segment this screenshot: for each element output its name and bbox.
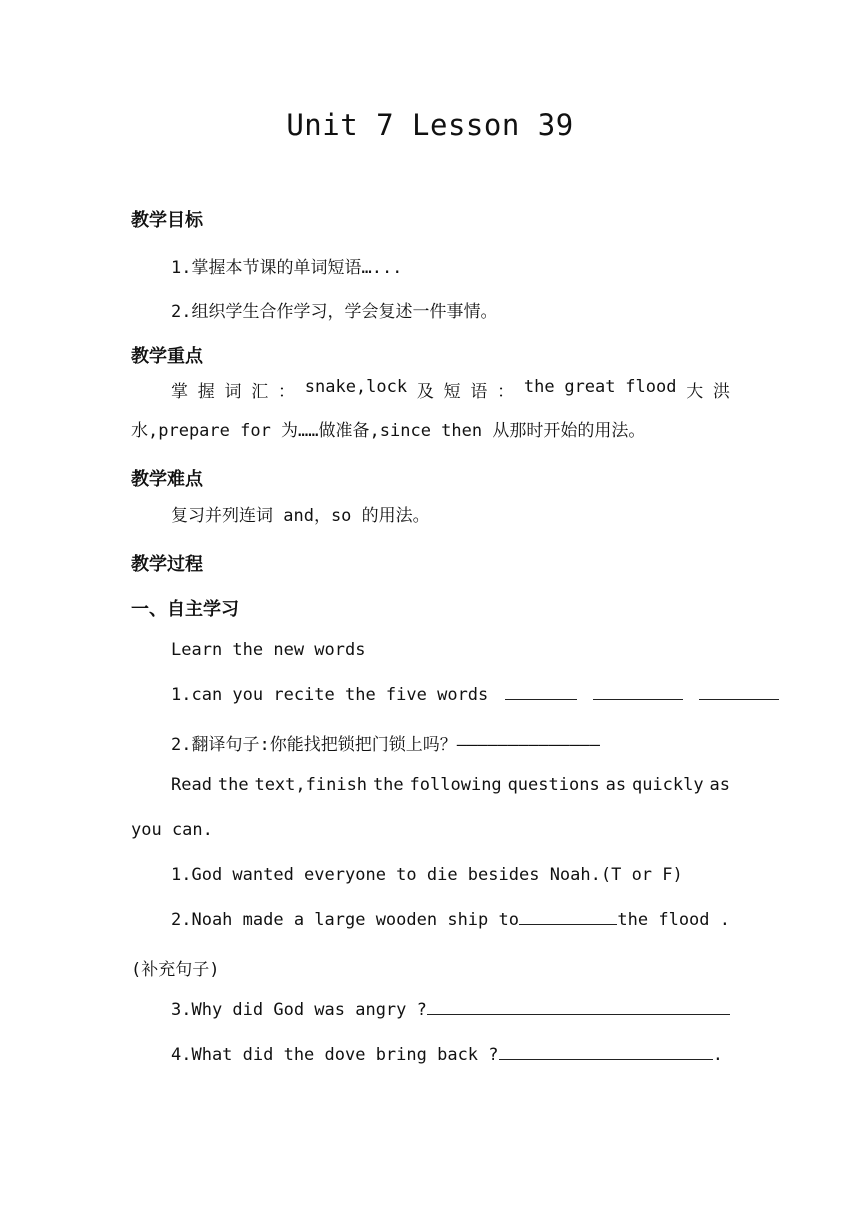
question-3-text: 3.Why did God was angry ? [171, 1000, 427, 1020]
question-4-end: . [712, 1045, 723, 1065]
read-token: as [709, 775, 730, 795]
question-2-line [171, 910, 730, 930]
key-points-token: ： [278, 382, 295, 402]
key-points-token: the [523, 377, 555, 397]
answer-blank[interactable] [427, 1000, 730, 1015]
task-1-text: 1.can you recite the five words [171, 685, 489, 705]
key-points-token: 汇 [251, 382, 269, 402]
question-4-text: 4.What did the dove bring back ? [171, 1045, 499, 1065]
read-instruction-line-1 [171, 775, 730, 795]
key-points-token: 短 [443, 382, 461, 402]
question-4-line [171, 1045, 723, 1065]
answer-blank[interactable] [593, 685, 683, 700]
key-points-token: 语 [470, 382, 488, 402]
objective-item-2: 2.组织学生合作学习，学会复述一件事情。 [171, 302, 498, 322]
question-2-start: 2.Noah made a large wooden ship to [171, 910, 519, 930]
question-1: 1.God wanted everyone to die besides Noah.(T or F) [171, 865, 683, 885]
learn-words-line: Learn the new words [171, 640, 366, 660]
key-points-line-2: 水,prepare for 为……做准备,since then 从那时开始的用法。 [131, 421, 646, 441]
question-3-line [171, 1000, 730, 1020]
key-points-token: flood [625, 377, 677, 397]
key-points-token: 掌 [171, 382, 188, 402]
section-self-study-heading: 一、自主学习 [131, 599, 239, 620]
task-2-line: 2.翻译句子:你能找把锁把门锁上吗？—————————————— [171, 735, 600, 755]
read-token: following [409, 775, 502, 795]
key-points-token: 洪 [712, 382, 730, 402]
key-points-token: 大 [686, 382, 704, 402]
process-heading: 教学过程 [131, 554, 203, 575]
answer-blank[interactable] [499, 1045, 713, 1060]
read-token: questions [507, 775, 600, 795]
difficulties-text: 复习并列连词 and，so 的用法。 [171, 506, 430, 526]
page-title: Unit 7 Lesson 39 [286, 108, 574, 142]
question-2-note: (补充句子) [131, 960, 220, 980]
difficulties-heading: 教学难点 [131, 469, 203, 490]
key-points-token: 及 [416, 382, 434, 402]
key-points-token: great [564, 377, 616, 397]
key-points-token: snake,lock [304, 377, 408, 397]
read-token: the [372, 775, 404, 795]
key-points-heading: 教学重点 [131, 346, 203, 367]
objectives-heading: 教学目标 [131, 210, 203, 231]
read-instruction-line-2: you can. [131, 820, 213, 840]
read-token: quickly [631, 775, 704, 795]
answer-blank[interactable] [519, 910, 617, 925]
read-token: text,finish [254, 775, 368, 795]
read-token: the [217, 775, 249, 795]
answer-blank[interactable] [699, 685, 779, 700]
question-2-end: the flood . [617, 910, 730, 930]
objective-item-1: 1.掌握本节课的单词短语…... [171, 258, 403, 278]
task-1-line [171, 685, 779, 705]
answer-blank[interactable] [505, 685, 577, 700]
key-points-token: 握 [197, 382, 215, 402]
key-points-line-1 [171, 377, 730, 402]
key-points-token: ： [497, 382, 515, 402]
read-token: Read [171, 775, 212, 795]
key-points-token: 词 [224, 382, 242, 402]
read-token: as [605, 775, 627, 795]
